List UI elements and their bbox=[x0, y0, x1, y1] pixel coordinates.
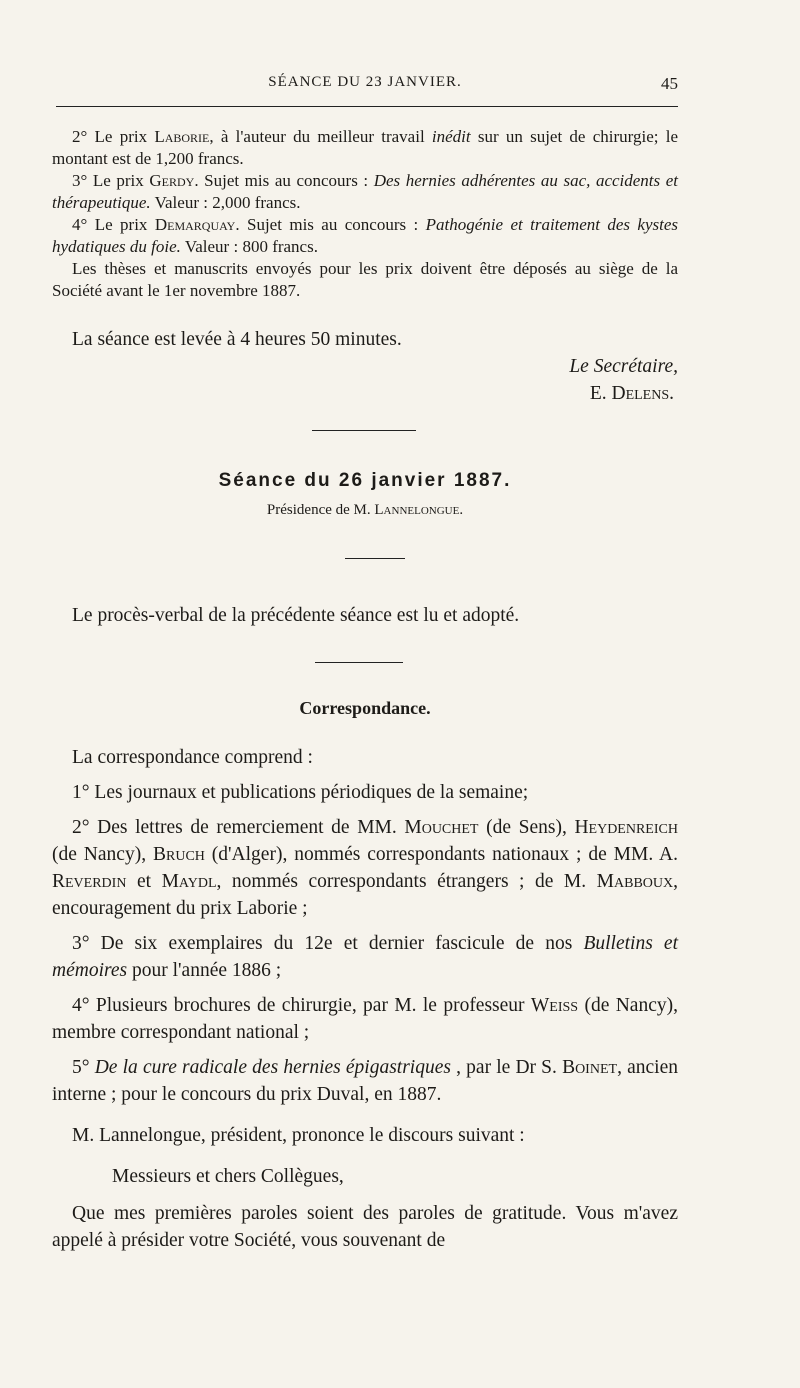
text: , nommés correspondants étrangers ; de M. bbox=[216, 871, 597, 892]
presidence-prefix: Présidence de M. bbox=[266, 502, 371, 518]
prize-text: Valeur : 800 francs. bbox=[180, 237, 318, 256]
secretary-role-text: Le Secrétaire, bbox=[569, 356, 678, 377]
prize-list bbox=[52, 126, 678, 302]
correspondance-item-4 bbox=[52, 992, 678, 1046]
person-name: Mouchet bbox=[404, 817, 479, 838]
presidence-name: Lannelongue. bbox=[374, 502, 464, 518]
closing-block bbox=[52, 326, 678, 407]
prize-italic: Des hernies adhérentes au sac, accidents et thérapeutique. bbox=[52, 171, 678, 212]
theses-note: Les thèses et manuscrits envoyés pour les prix doivent être déposés au siège de la Société avant le 1er novembre 1887. bbox=[52, 259, 678, 300]
person-name: Weiss bbox=[530, 995, 579, 1016]
person-name: Heydenreich bbox=[574, 817, 678, 838]
person-name: Reverdin bbox=[52, 871, 127, 892]
prize-paragraph bbox=[52, 170, 678, 214]
text: (d'Alger), nommés correspondants nationaux ; de MM. A. bbox=[204, 844, 678, 865]
text: et bbox=[126, 871, 162, 892]
proces-verbal-block bbox=[52, 602, 678, 629]
correspondance-item-2 bbox=[52, 814, 678, 922]
prize-italic: inédit bbox=[431, 127, 471, 146]
secretary-role bbox=[52, 353, 678, 380]
prize-number: 4° bbox=[72, 215, 88, 234]
prize-number: 3° bbox=[72, 171, 88, 190]
prize-text: , à l'auteur du meilleur travail bbox=[209, 127, 432, 146]
section-rule bbox=[345, 558, 405, 559]
prize-text: . Sujet mis au concours : bbox=[235, 215, 426, 234]
prize-text: Valeur : 2,000 francs. bbox=[150, 193, 301, 212]
prize-name: Gerdy bbox=[149, 171, 195, 190]
prize-text: sur un sujet de chirurgie; le montant est de 1,200 francs. bbox=[52, 127, 678, 168]
prize-text: . Sujet mis au concours : bbox=[194, 171, 374, 190]
salutation: Messieurs et chers Collègues, bbox=[112, 1166, 344, 1187]
text: pour l'année 1886 ; bbox=[127, 960, 282, 981]
prize-italic: Pathogénie et traitement des kystes hydatiques du foie. bbox=[52, 215, 679, 256]
discours-intro: M. Lannelongue, président, prononce le discours suivant : bbox=[72, 1125, 525, 1146]
discours-text: Que mes premières paroles soient des paroles de gratitude. Vous m'avez appelé à présider votre Société, vous souvenant de bbox=[52, 1203, 678, 1251]
person-name: Mabboux bbox=[596, 871, 674, 892]
text: , par le Dr S. bbox=[450, 1057, 563, 1078]
prize-word: Le prix bbox=[94, 127, 148, 146]
text: (de Sens), bbox=[478, 817, 575, 838]
correspondance-heading bbox=[52, 698, 678, 719]
text: 4° Plusieurs brochures de chirurgie, par M. le professeur bbox=[72, 995, 531, 1016]
prize-word: Le prix bbox=[94, 215, 148, 234]
secretary-name: E. Delens. bbox=[589, 383, 674, 404]
section-rule bbox=[315, 662, 403, 663]
correspondance-intro: La correspondance comprend : bbox=[72, 747, 313, 768]
running-header bbox=[52, 74, 678, 96]
prize-word: Le prix bbox=[92, 171, 144, 190]
section-rule bbox=[312, 430, 416, 431]
correspondance-title: Correspondance. bbox=[299, 698, 431, 718]
seance-title: Séance du 26 janvier 1887. bbox=[218, 470, 512, 491]
text: 3° De six exemplaires du 12e et dernier fascicule de nos bbox=[72, 933, 584, 954]
text: (de Nancy), bbox=[52, 844, 153, 865]
presidence bbox=[52, 502, 678, 519]
correspondance-item-1: 1° Les journaux et publications périodiques de la semaine; bbox=[72, 782, 529, 803]
text: 5° bbox=[72, 1057, 95, 1078]
prize-number: 2° bbox=[72, 127, 88, 146]
header-rule bbox=[56, 106, 678, 107]
italic-text: De la cure radicale des hernies épigastriques bbox=[94, 1057, 451, 1078]
italic-text: Bulletins et mémoires bbox=[52, 933, 678, 981]
prize-name: Demarquay bbox=[154, 215, 236, 234]
proces-verbal: Le procès-verbal de la précédente séance est lu et adopté. bbox=[72, 605, 520, 626]
correspondance-item-3 bbox=[52, 930, 678, 984]
correspondance-item-5 bbox=[52, 1054, 678, 1108]
seance-heading bbox=[52, 470, 678, 519]
text: , encouragement du prix Laborie ; bbox=[52, 871, 679, 919]
seance-levee: La séance est levée à 4 heures 50 minutes. bbox=[72, 329, 402, 350]
prize-name: Laborie bbox=[154, 127, 210, 146]
text: 2° Des lettres de remerciement de MM. bbox=[72, 817, 405, 838]
person-name: Maydl bbox=[161, 871, 217, 892]
person-name: Boinet bbox=[562, 1057, 618, 1078]
page-number: 45 bbox=[661, 74, 678, 93]
text: , ancien interne ; pour le concours du prix Duval, en 1887. bbox=[52, 1057, 678, 1105]
text: (de Nancy), membre correspondant national ; bbox=[52, 995, 678, 1043]
prize-paragraph bbox=[52, 126, 678, 170]
running-title: SÉANCE DU 2З JANVIER. bbox=[268, 74, 462, 90]
correspondance-body bbox=[52, 744, 678, 1254]
prize-paragraph bbox=[52, 214, 678, 258]
person-name: Bruch bbox=[152, 844, 205, 865]
